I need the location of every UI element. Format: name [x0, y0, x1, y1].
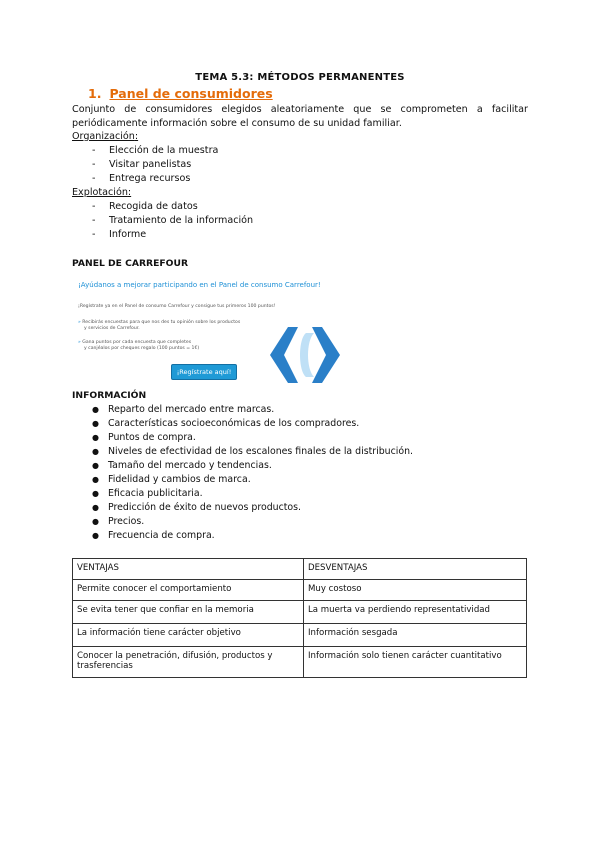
list-item: - Entrega recursos: [92, 173, 191, 184]
table-header-cell: VENTAJAS: [73, 559, 304, 580]
carrefour-logo-icon: [268, 325, 342, 385]
list-item: - Visitar panelistas: [92, 159, 192, 170]
table-cell: La información tiene carácter objetivo: [73, 624, 304, 647]
section-number: 1.: [88, 86, 102, 101]
table-cell: Información solo tienen carácter cuantitativo: [304, 647, 527, 678]
table-row: [73, 647, 527, 678]
carrefour-line: y canjéalos por cheques regalo (100 puntos = 1€): [84, 346, 200, 351]
list-item: - Informe: [92, 229, 147, 240]
list-item: ● Tamaño del mercado y tendencias.: [92, 460, 272, 471]
table-cell: Información sesgada: [304, 624, 527, 647]
list-item: ● Eficacia publicitaria.: [92, 488, 203, 499]
list-item: - Elección de la muestra: [92, 145, 219, 156]
list-item: ● Predicción de éxito de nuevos productos.: [92, 502, 302, 513]
table-row: [73, 624, 527, 647]
table-row: [73, 601, 527, 624]
panel-heading: PANEL DE CARREFOUR: [72, 258, 189, 269]
list-item: ● Niveles de efectividad de los escalones finales de la distribución.: [92, 446, 414, 457]
carrefour-headline: ¡Ayúdanos a mejorar participando en el Panel de consumo Carrefour!: [78, 281, 321, 289]
carrefour-line: » Recibirás encuestas para que nos des tu opinión sobre los productos: [78, 320, 241, 325]
organizacion-label: Organización:: [72, 131, 139, 142]
table-header-row: [73, 559, 527, 580]
list-item: ● Frecuencia de compra.: [92, 530, 215, 541]
explotacion-label: Explotación:: [72, 187, 132, 198]
list-item: ● Reparto del mercado entre marcas.: [92, 404, 275, 415]
table-cell: Muy costoso: [304, 580, 527, 601]
intro-paragraph: Conjunto de consumidores elegidos aleatoriamente que se comprometen a facilitar periódicamente información sobre el consumo de su unidad familiar.: [72, 104, 528, 129]
table-cell: Se evita tener que confiar en la memoria: [73, 601, 304, 624]
carrefour-line: » Gana puntos por cada encuesta que completes: [78, 340, 192, 345]
list-item: - Recogida de datos: [92, 201, 198, 212]
table-cell: Conocer la penetración, difusión, productos y trasferencias: [73, 647, 304, 678]
table-cell: La muerta va perdiendo representatividad: [304, 601, 527, 624]
table-cell: Permite conocer el comportamiento: [73, 580, 304, 601]
list-item: - Tratamiento de la información: [92, 215, 254, 226]
list-item: ● Fidelidad y cambios de marca.: [92, 474, 251, 485]
section-heading: [88, 86, 273, 101]
page-title: TEMA 5.3: MÉTODOS PERMANENTES: [195, 72, 405, 83]
section-title: Panel de consumidores: [109, 86, 273, 101]
table-header-cell: DESVENTAJAS: [304, 559, 527, 580]
register-button[interactable]: ¡Regístrate aquí!: [171, 364, 237, 380]
info-heading: INFORMACIÓN: [72, 390, 147, 401]
table-row: [73, 580, 527, 601]
carrefour-line: y servicios de Carrefour.: [84, 326, 140, 331]
list-item: ● Características socioeconómicas de los compradores.: [92, 418, 360, 429]
comparison-table: [72, 558, 527, 678]
carrefour-line: ¡Regístrate ya en el Panel de consumo Carrefour y consigue tus primeros 100 puntos!: [78, 304, 276, 309]
list-item: ● Puntos de compra.: [92, 432, 196, 443]
list-item: ● Precios.: [92, 516, 145, 527]
